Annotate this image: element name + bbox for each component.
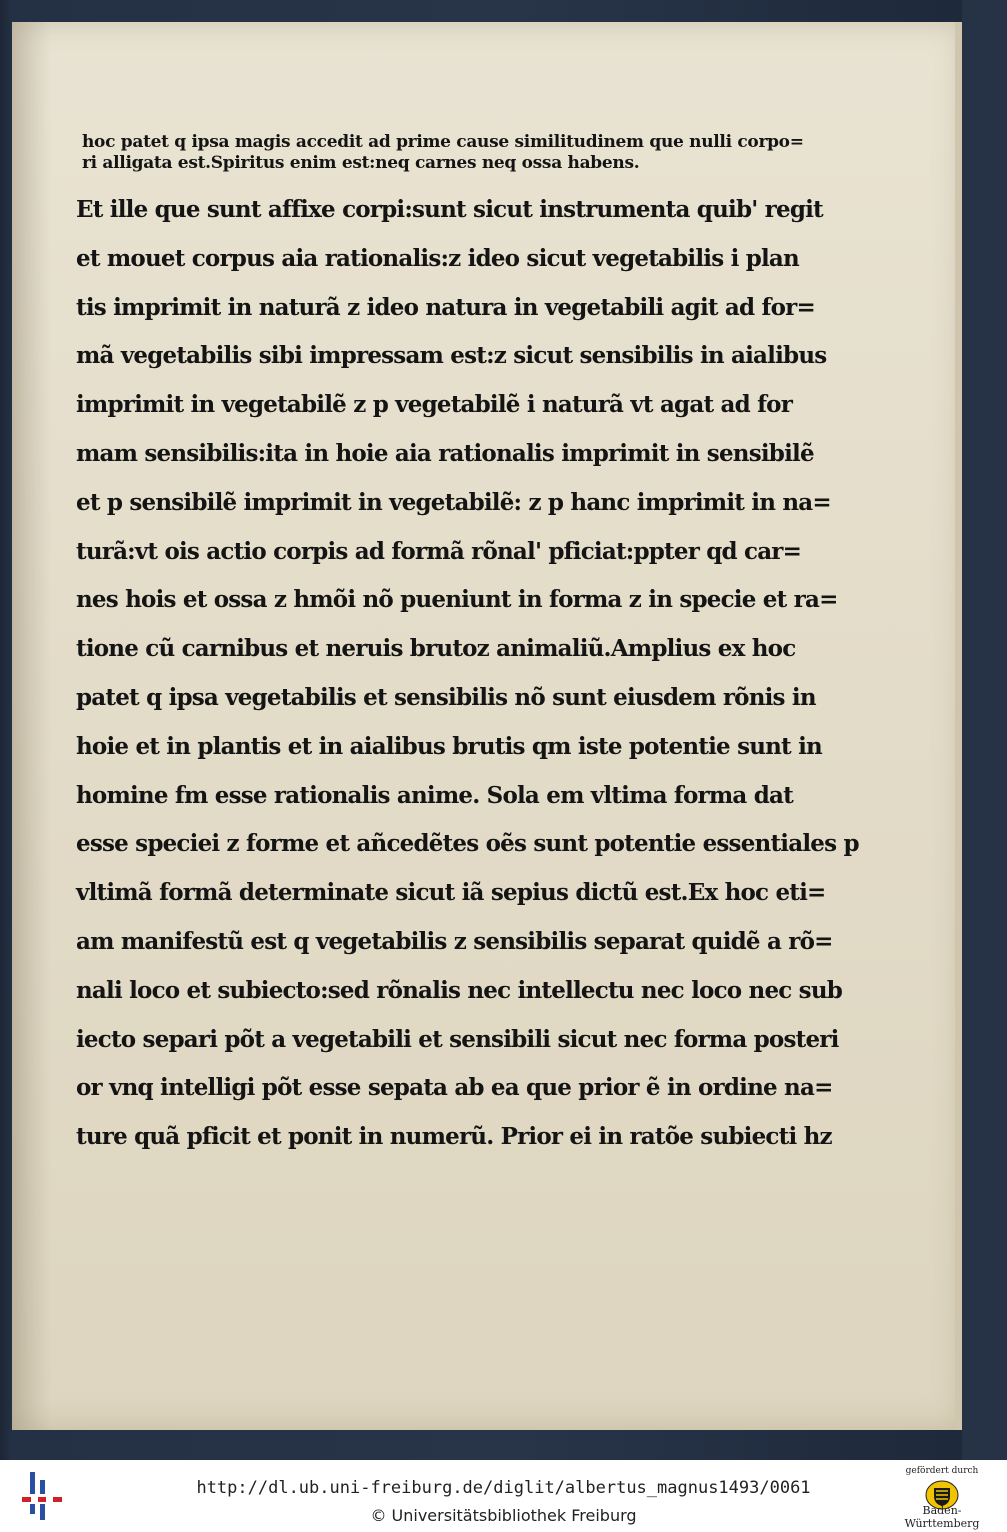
page-fold [955, 22, 962, 1430]
text-line: nes hois et ossa z hmõi nõ pueniunt in forma z in specie et ra= [76, 586, 838, 614]
sponsor-name: Baden-Württemberg [904, 1504, 980, 1530]
intro-paragraph [82, 132, 804, 174]
intro-line: hoc patet q ipsa magis accedit ad prime cause similitudinem que nulli corpo= [82, 132, 804, 152]
copyright-text: © Universitätsbibliothek Freiburg [370, 1506, 637, 1525]
page-text [68, 132, 859, 1162]
text-line: imprimit in vegetabilẽ z p vegetabilẽ i naturã vt agat ad for [76, 391, 793, 419]
text-line: nali loco et subiecto:sed rõnalis nec intellectu nec loco nec sub [76, 976, 843, 1004]
text-line: am manifestũ est q vegetabilis z sensibilis separat quidẽ a rõ= [76, 927, 833, 955]
text-line: tis imprimit in naturã z ideo natura in vegetabili agit ad for= [76, 293, 815, 321]
text-line: patet q ipsa vegetabilis et sensibilis nõ sunt eiusdem rõnis in [76, 683, 816, 711]
sponsor-caption: gefördert durch [905, 1466, 979, 1476]
text-line: turã:vt ois actio corpis ad formã rõnal' pficiat:ppter qd car= [76, 537, 802, 565]
text-line: et mouet corpus aia rationalis:z ideo sicut vegetabilis i plan [76, 244, 799, 272]
text-line: ture quã pficit et ponit in numerũ. Prior ei in ratõe subiecti hz [76, 1123, 832, 1151]
text-line: mã vegetabilis sibi impressam est:z sicut sensibilis in aialibus [76, 342, 827, 370]
text-line: tione cũ carnibus et neruis brutoz animaliũ.Amplius ex hoc [76, 635, 796, 663]
text-line: esse speciei z forme et añcedẽtes oẽs sunt potentie essentiales p [76, 830, 859, 858]
text-line: iecto separi põt a vegetabili et sensibili sicut nec forma posteri [76, 1025, 839, 1053]
text-line: homine fm esse rationalis anime. Sola em vltima forma dat [76, 781, 793, 809]
text-line: or vnq intelligi põt esse sepata ab ea que prior ẽ in ordine na= [76, 1074, 833, 1102]
text-line: vltimã formã determinate sicut iã sepius dictũ est.Ex hoc eti= [76, 879, 826, 907]
sponsor-badge[interactable] [887, 1466, 997, 1530]
intro-line: ri alligata est.Spiritus enim est:neq carnes neq ossa habens. [82, 153, 640, 173]
text-line: mam sensibilis:ita in hoie aia rationalis imprimit in sensibilẽ [76, 439, 814, 467]
footer-bar [0, 1460, 1007, 1532]
main-paragraph [68, 186, 859, 1162]
cover-edge [962, 0, 1007, 1460]
text-line: hoie et in plantis et in aialibus brutis qm iste potentie sunt in [76, 732, 822, 760]
text-line: et p sensibilẽ imprimit in vegetabilẽ: z p hanc imprimit in na= [76, 488, 831, 516]
page-url-link[interactable]: http://dl.ub.uni-freiburg.de/diglit/albertus_magnus1493/0061 [196, 1478, 811, 1498]
text-line: Et ille que sunt affixe corpi:sunt sicut instrumenta quib' regit [76, 196, 823, 223]
